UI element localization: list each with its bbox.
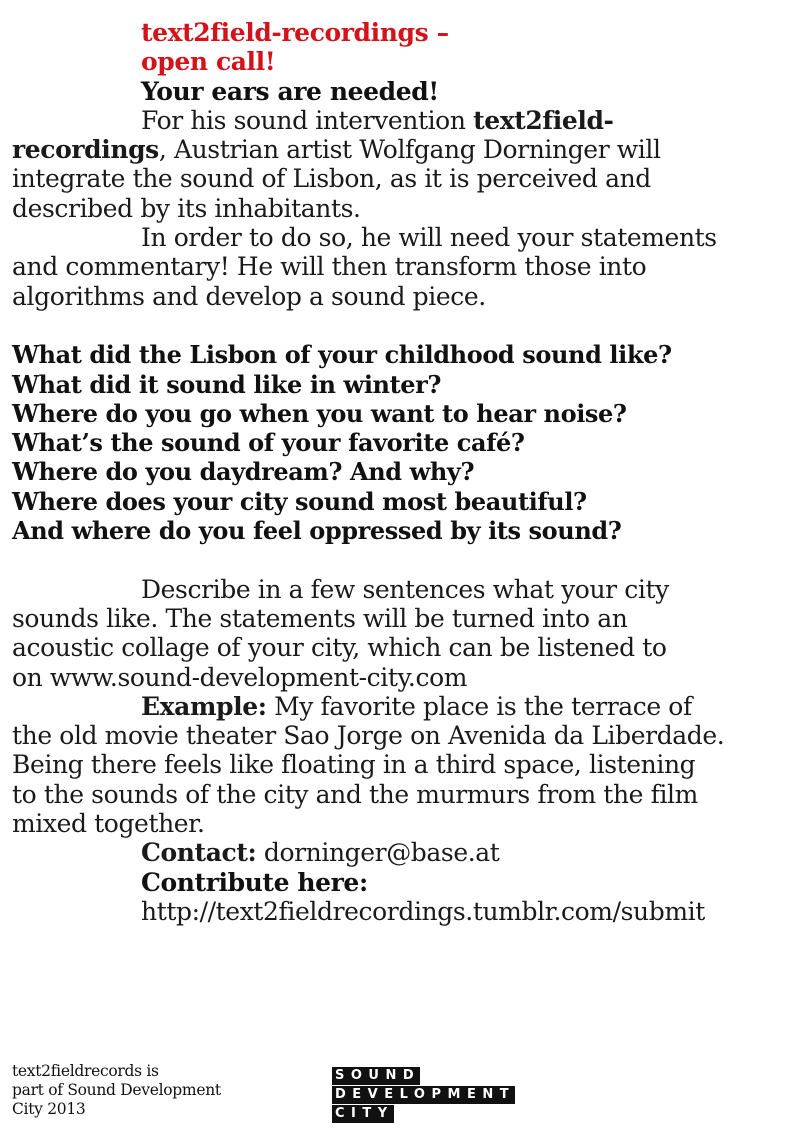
contribute-label: Contribute here: [141, 867, 368, 897]
question-list [12, 340, 772, 545]
heading-title-line1: text2field-recordings – [141, 18, 449, 47]
intro-line: described by its inhabitants. [12, 193, 361, 223]
spacer [12, 311, 772, 340]
describe-line: on www.sound-development-city.com [12, 662, 468, 692]
intro-line [12, 135, 772, 164]
question-item: And where do you feel oppressed by its sound? [12, 516, 622, 546]
project-name-part1: text2field- [473, 105, 614, 135]
intro-line: In order to do so, he will need your statements [141, 223, 717, 253]
intro-text: , Austrian artist Wolfgang Dorninger will [158, 135, 661, 165]
intro-line: integrate the sound of Lisbon, as it is perceived and [12, 164, 651, 194]
heading-title-line2: open call! [141, 47, 276, 77]
question-item: Where do you go when you want to hear noise? [12, 398, 627, 428]
contact-line [12, 838, 772, 867]
footer-line: text2fieldrecords is [12, 1062, 159, 1080]
describe-line: Describe in a few sentences what your city [141, 574, 669, 604]
project-name-part2: recordings [12, 135, 159, 165]
intro-line: algorithms and develop a sound piece. [12, 281, 486, 311]
logo-row: CITY [332, 1105, 394, 1123]
intro-text: For his sound intervention [141, 105, 474, 135]
example-line: to the sounds of the city and the murmurs from the film [12, 779, 698, 809]
footer-line: City 2013 [12, 1100, 86, 1118]
footer-note [12, 1062, 221, 1119]
intro-line [12, 106, 772, 135]
sound-development-city-logo [332, 1064, 515, 1121]
question-item: Where does your city sound most beautiful? [12, 486, 587, 516]
intro-line: and commentary! He will then transform those into [12, 252, 647, 282]
heading-subtitle: Your ears are needed! [141, 76, 439, 106]
example-line: Being there feels like floating in a third space, listening [12, 750, 696, 780]
example-text: My favorite place is the terrace of [266, 691, 692, 721]
question-item: What did it sound like in winter? [12, 369, 442, 399]
example-line [12, 692, 772, 721]
example-line: mixed together. [12, 809, 205, 839]
question-item: Where do you daydream? And why? [12, 457, 475, 487]
document-body [12, 18, 772, 926]
example-line: the old movie theater Sao Jorge on Avenida da Liberdade. [12, 721, 725, 751]
contribute-url[interactable]: http://text2fieldrecordings.tumblr.com/submit [141, 896, 705, 926]
describe-line: sounds like. The statements will be turned into an [12, 603, 628, 633]
question-item: What’s the sound of your favorite café? [12, 428, 525, 458]
describe-line: acoustic collage of your city, which can be listened to [12, 633, 667, 663]
example-label: Example: [141, 691, 267, 721]
logo-row: SOUND [332, 1067, 420, 1085]
footer-line: part of Sound Development [12, 1081, 221, 1099]
spacer [12, 545, 772, 574]
logo-row: DEVELOPMENT [332, 1086, 515, 1104]
contact-email[interactable]: dorninger@base.at [256, 838, 500, 868]
question-item: What did the Lisbon of your childhood sound like? [12, 340, 672, 370]
contact-label: Contact: [141, 838, 257, 868]
